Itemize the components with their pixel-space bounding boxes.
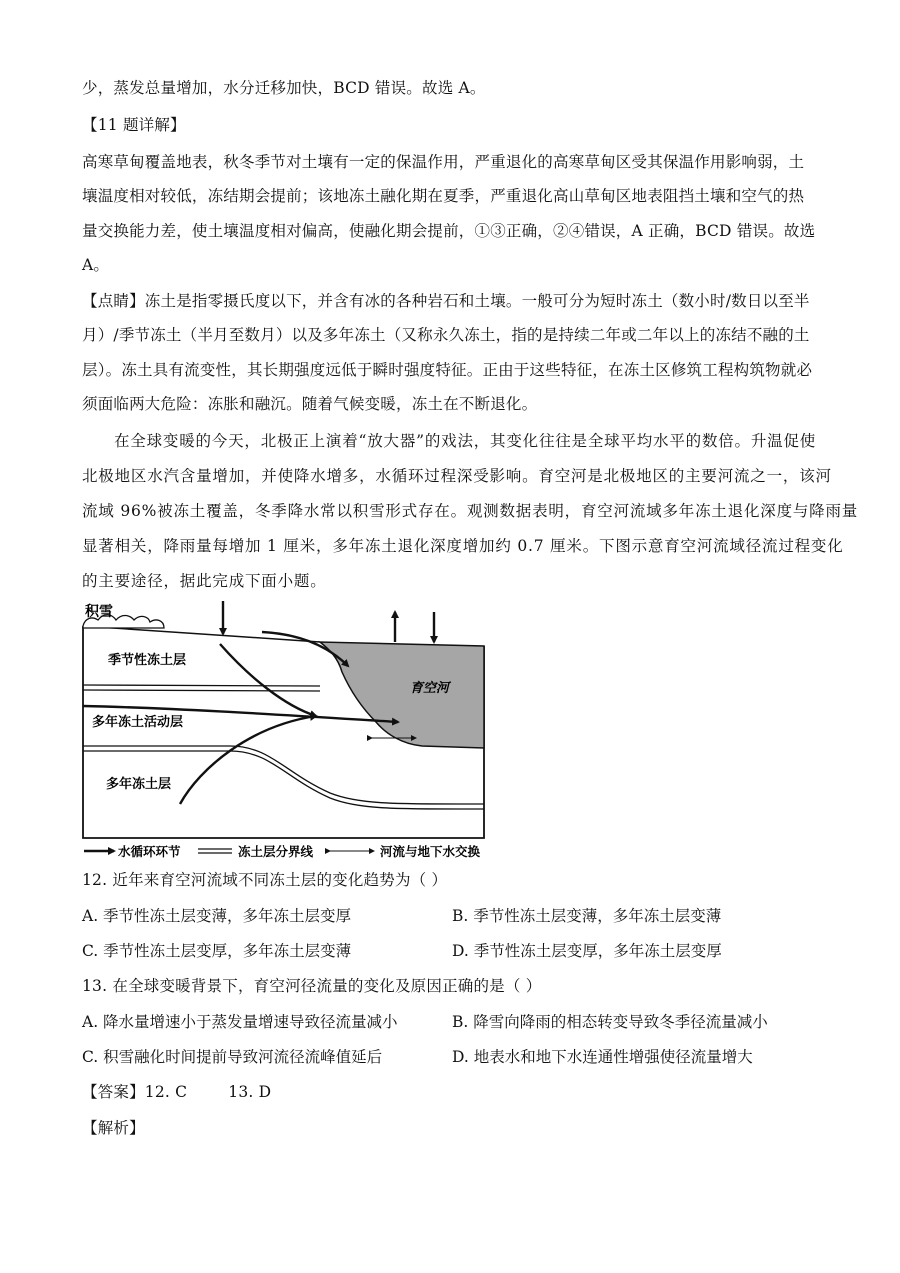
answer-line: 【答案】12. C 13. D <box>82 1083 272 1101</box>
question-13-stem: 13. 在全球变暖背景下，育空河径流量的变化及原因正确的是（ ） <box>82 977 542 995</box>
active-layer-label: 多年冻土活动层 <box>92 715 184 730</box>
text-line: 北极地区水汽含量增加，并使降水增多，水循环过程深受影响。育空河是北极地区的主要河流之一，该河 <box>82 467 832 485</box>
section-heading: 【11 题详解】 <box>82 116 186 134</box>
text-line: 须面临两大危险：冻胀和融沉。随着气候变暖，冻土在不断退化。 <box>82 395 538 413</box>
text-line: 月）/季节冻土（半月至数月）以及多年冻土（又称永久冻土，指的是持续二年或二年以上的冻结不融的土 <box>82 326 810 344</box>
text-line: 显著相关，降雨量每增加 1 厘米，多年冻土退化深度增加约 0.7 厘米。下图示意育空河流域径流过程变化 <box>82 537 844 555</box>
legend-water-label: 水循环环节 <box>118 844 181 859</box>
q13-option-c: C. 积雪融化时间提前导致河流径流峰值延后 <box>82 1048 383 1066</box>
text-line: 量交换能力差，使土壤温度相对偏高，使融化期会提前，①③正确，②④错误，A 正确，BCD 错误。故选 <box>82 222 816 240</box>
yukon-runoff-diagram <box>80 598 500 866</box>
snow-label: 积雪 <box>85 604 113 620</box>
text-line: 的主要途径，据此完成下面小题。 <box>82 572 327 590</box>
q12-option-d: D. 季节性冻土层变厚，多年冻土层变厚 <box>452 942 722 960</box>
question-12-stem: 12. 近年来育空河流域不同冻土层的变化趋势为（ ） <box>82 871 448 889</box>
legend-exchange-label: 河流与地下水交换 <box>380 844 481 859</box>
text-line: A。 <box>82 256 110 274</box>
text-line: 少，蒸发总量增加，水分迁移加快，BCD 错误。故选 A。 <box>82 79 486 97</box>
text-line: 壤温度相对较低，冻结期会提前；该地冻土融化期在夏季，严重退化高山草甸区地表阻挡土壤和空气的热 <box>82 187 805 205</box>
q13-option-b: B. 降雪向降雨的相态转变导致冬季径流量减小 <box>452 1013 768 1031</box>
q12-option-c: C. 季节性冻土层变厚，多年冻土层变薄 <box>82 942 352 960</box>
yukon-river <box>320 642 484 748</box>
q12-option-a: A. 季节性冻土层变薄，多年冻土层变厚 <box>82 907 352 925</box>
diagram-legend <box>80 843 500 861</box>
river-label: 育空河 <box>410 681 450 696</box>
q13-option-d: D. 地表水和地下水连通性增强使径流量增大 <box>452 1048 753 1066</box>
text-line: 【点睛】冻土是指零摄氏度以下，并含有冰的各种岩石和土壤。一般可分为短时冻土（数小时/数日以至半 <box>82 292 810 310</box>
analysis-heading: 【解析】 <box>82 1119 145 1137</box>
text-line: 流域 96%被冻土覆盖，冬季降水常以积雪形式存在。观测数据表明，育空河流域多年冻土退化深度与降雨量 <box>82 502 859 520</box>
text-line: 在全球变暖的今天，北极正上演着“放大器”的戏法，其变化往往是全球平均水平的数倍。升温促使 <box>114 432 817 450</box>
q13-option-a: A. 降水量增速小于蒸发量增速导致径流量减小 <box>82 1013 398 1031</box>
text-line: 层）。冻土具有流变性，其长期强度远低于瞬时强度特征。正由于这些特征，在冻土区修筑工程构筑物就必 <box>82 361 813 379</box>
q12-option-b: B. 季节性冻土层变薄，多年冻土层变薄 <box>452 907 722 925</box>
text-line: 高寒草甸覆盖地表，秋冬季节对土壤有一定的保温作用，严重退化的高寒草甸区受其保温作用影响弱，土 <box>82 153 805 171</box>
seasonal-frozen-label: 季节性冻土层 <box>108 653 187 668</box>
permafrost-label: 多年冻土层 <box>106 777 172 792</box>
legend-boundary-label: 冻土层分界线 <box>238 844 314 859</box>
